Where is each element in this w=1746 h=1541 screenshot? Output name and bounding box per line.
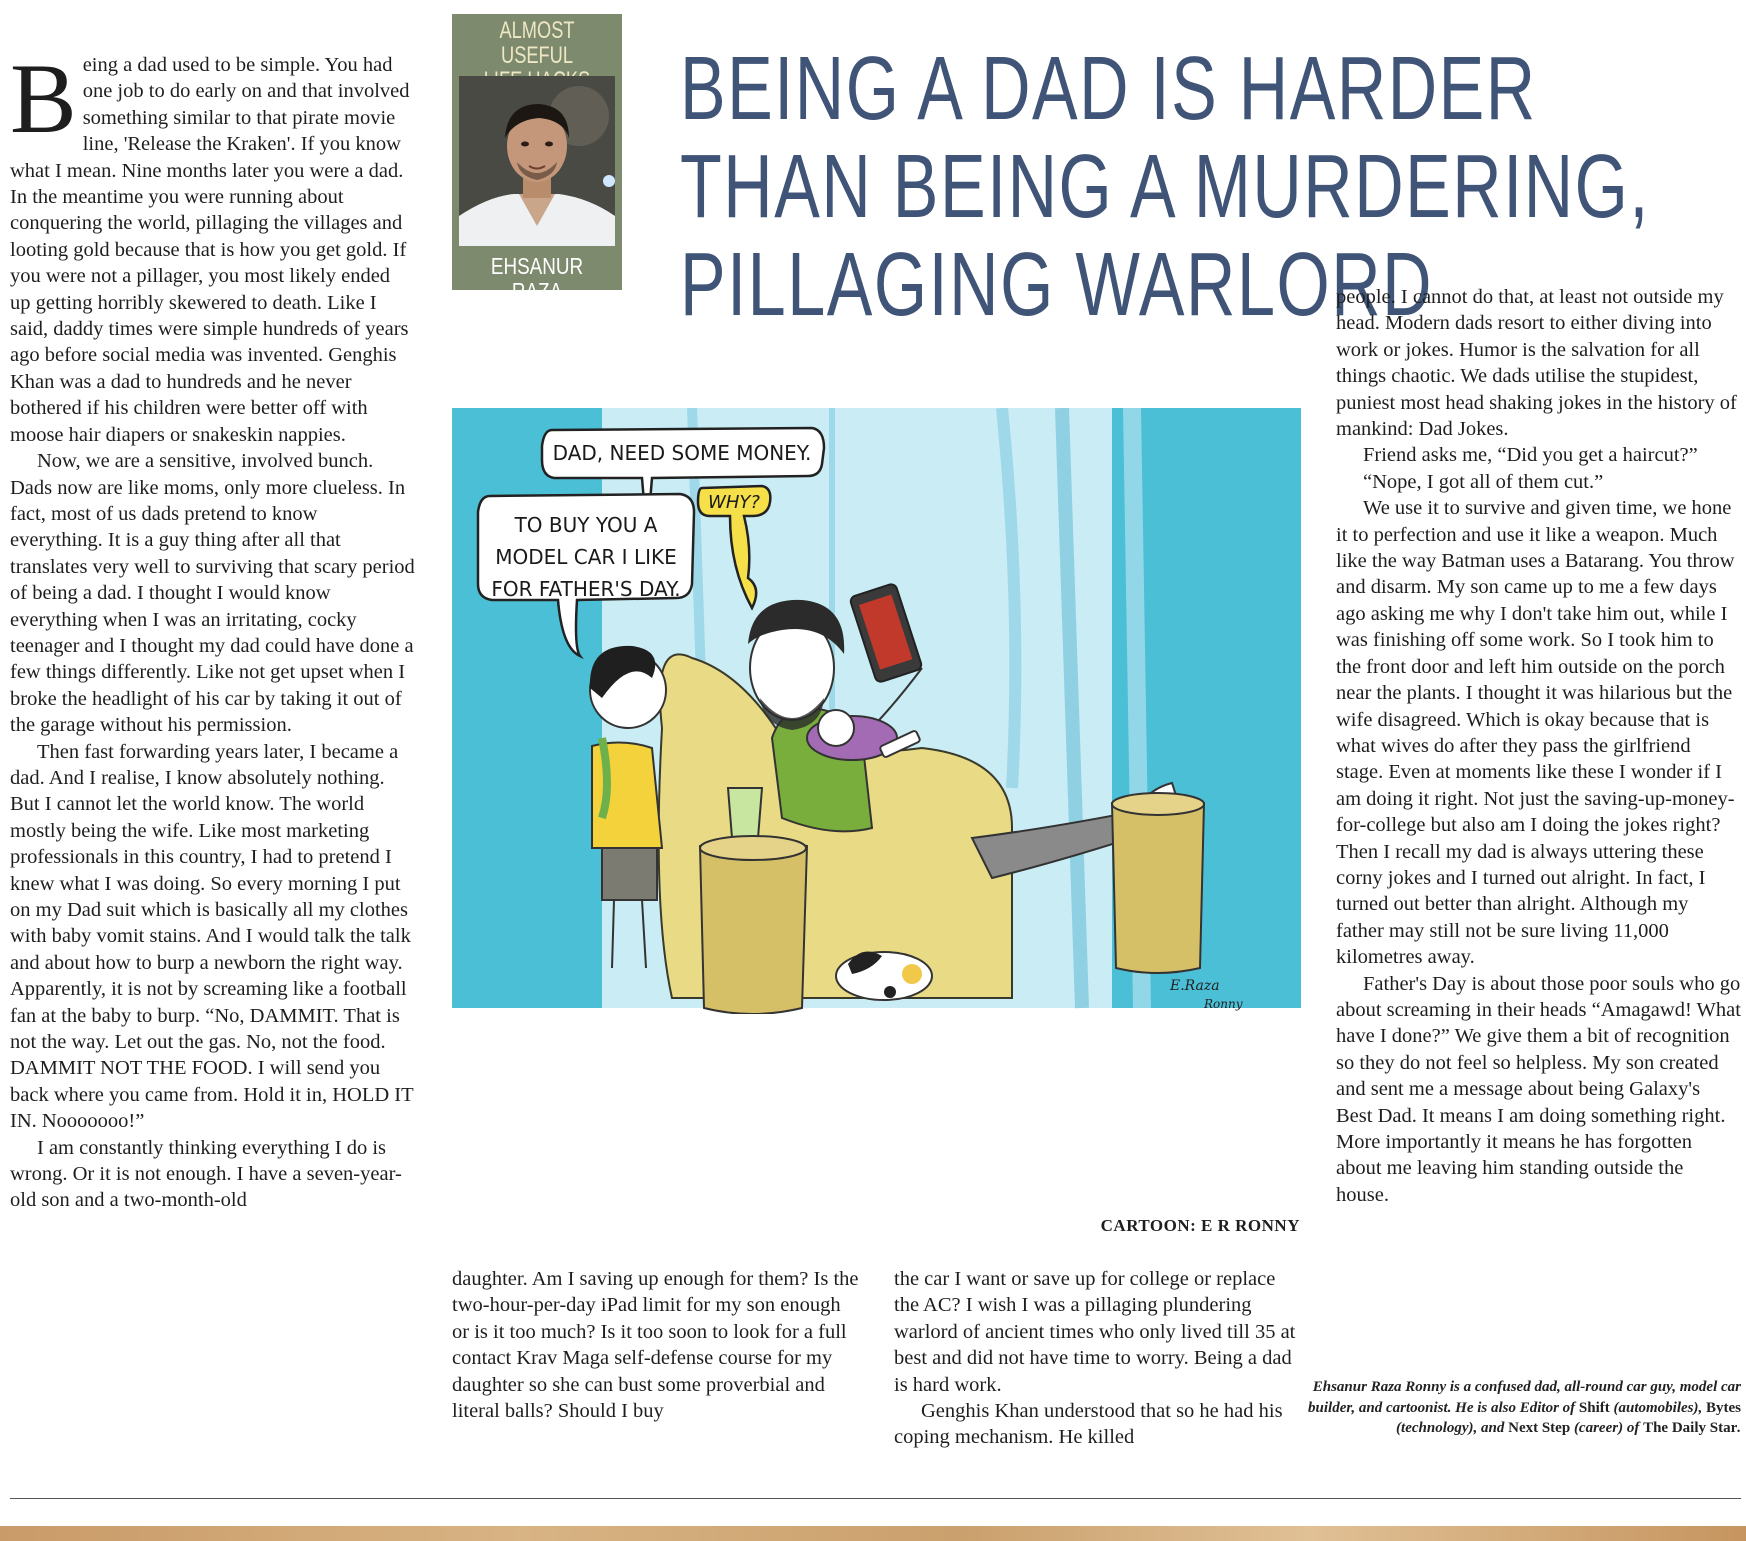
author-bio: Ehsanur Raza Ronny is a confused dad, all-round car guy, model car builder, and cartoonist. He is also Editor of Shift (automobiles), Bytes (technology), and Next Step (career) of The Daily Star. [1308, 1379, 1741, 1436]
stool-left [700, 840, 807, 1015]
author-photo [459, 76, 615, 246]
bubble-text: MODEL CAR I LIKE [495, 545, 677, 569]
cartoon-illustration [452, 408, 1301, 1014]
article-column-3 [894, 1266, 1304, 1451]
article-column-4 [1336, 284, 1741, 1208]
body-paragraph: the car I want or save up for college or replace the AC? I wish I was a pillaging plundering warlord of ancient times who only lived till 35 at best and did not have time to worry. Being a dad is hard work. [894, 1268, 1296, 1396]
cartoonist-signature: E.Raza [1170, 978, 1220, 994]
bubble-text: WHY? [708, 492, 760, 513]
headline-line: THAN BEING A MURDERING, [680, 137, 1650, 237]
cartoon-credit: CARTOON: E R RONNY [1100, 1216, 1300, 1235]
bubble-text: DAD, NEED SOME MONEY. [552, 441, 812, 465]
article-column-1 [10, 43, 415, 1214]
body-paragraph: We use it to survive and given time, we hone it to perfection and use it like a weapon. Much like the way Batman uses a Batarang. You throw and disarm. My son came up to me a few days ago asking me why I don't take him out, while I was finishing off some work. So I took him to the front door and left him outside on the porch near the plants. I thought it was hilarious but the wife disagreed. Which is okay because that is what wives do after they pass the girlfriend stage. Even at moments like these I wonder if I am doing it right. Not just the saving-up-money-for-college but also am I doing the jokes right? Then I recall my dad is always uttering these corny jokes and I turned out alright. In fact, I turned out better than alright. Although my father may still not be sure living 11,000 kilometres away. [1336, 497, 1735, 969]
author-portrait-image [459, 76, 615, 246]
dropcap: B [10, 43, 77, 154]
stool-right [1112, 798, 1204, 973]
article-column-2 [452, 1266, 862, 1424]
body-paragraph: Genghis Khan understood that so he had his coping mechanism. He killed [894, 1400, 1283, 1449]
drink-glass [728, 788, 762, 838]
bubble-text: FOR FATHER'S DAY. [491, 577, 681, 601]
page-top-strip [100, 0, 210, 4]
body-paragraph: Now, we are a sensitive, involved bunch. Dads now are like moms, only more clueless. In fact, most of us dads pretend to know everything. It is a guy thing after all that translates very well to surviving that scary period of being a dad. I thought I would know everything when I was an irritating, cocky teenager and I thought my dad could have done a few things differently. Like not get upset when I broke the headlight of his car by taking it out of the garage without his permission. [10, 450, 415, 737]
body-paragraph: Being a dad used to be simple. You had one job to do early on and that involved something similar to that pirate movie line, 'Release the Kraken'. If you know what I mean. Nine months later you were a dad. In the meantime you were running about conquering the world, pillaging the villages and looting gold because that is how you get gold. If you were not a pillager, you most likely ended up getting horribly skewered to death. Like I said, daddy times were simple hundreds of years ago before social media was invented. Genghis Khan was a dad to hundreds and he never bothered if his children were better off with moose hair diapers or snakeskin nappies. [10, 43, 410, 446]
body-paragraph: I am constantly thinking everything I do is wrong. Or it is not enough. I have a seven-year-old son and a two-month-old [10, 1136, 402, 1212]
page-divider [10, 1498, 1741, 1499]
body-paragraph: “Nope, I got all of them cut.” [1363, 470, 1604, 493]
body-paragraph: Then fast forwarding years later, I became a dad. And I realise, I know absolutely nothing. But I cannot let the world know. The world mostly being the wife. Like most marketing professionals in this country, I had to pretend I knew what I was doing. So every morning I put on my Dad suit which is basically all my clothes with baby vomit stains. And I would talk the talk and about how to burp a newborn the right way. Apparently, it is not by screaming like a football fan at the baby to burp. “No, DAMMIT. That is not the way. Let out the gas. No, not the food. DAMMIT NOT THE FOOD. I will send you back where you came from. Hold it in, HOLD IT IN. Nooooooo!” [10, 740, 414, 1133]
headline-line: PILLAGING WARLORD [680, 235, 1434, 335]
headline-line: BEING A DAD IS HARDER [680, 39, 1537, 139]
columnist-mugshot-box [452, 14, 622, 329]
cartoonist-signature: Ronny [1204, 997, 1243, 1011]
column-title: ALMOST USEFUL [499, 17, 575, 69]
bubble-text: TO BUY YOU A [514, 513, 658, 537]
body-paragraph: people. I cannot do that, at least not outside my head. Modern dads resort to either diving into work or jokes. Humor is the salvation for all things chaotic. We dads utilise the stupidest, puniest most head shaking jokes in the history of mankind: Dad Jokes. [1336, 286, 1737, 441]
body-paragraph: Friend asks me, “Did you get a haircut?” [1363, 444, 1698, 467]
author-name: EHSANUR RAZA RONNY [490, 253, 584, 329]
body-paragraph: daughter. Am I saving up enough for them? Is the two-hour-per-day iPad limit for my son enough or is it too much? Is it too soon to look for a full contact Krav Maga self-defense course for my daughter so she can bust some proverbial and literal balls? Should I buy [452, 1268, 859, 1423]
bottom-image-strip [0, 1526, 1746, 1541]
body-paragraph: Father's Day is about those poor souls who go about screaming in their heads “Amagawd! What have I done?” We give them a bit of recognition so they do not feel so helpless. My son created and sent me a message about being Galaxy's Best Dad. It means I am doing something right. More importantly it means he has forgotten about me leaving him standing outside the house. [1336, 972, 1741, 1206]
